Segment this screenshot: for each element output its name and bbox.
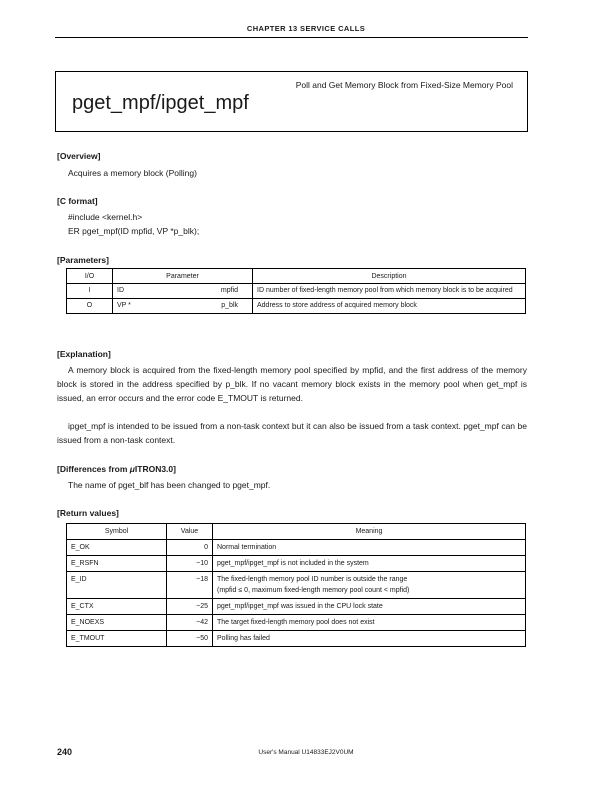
table-row: [67, 540, 526, 556]
col-parameter: Parameter: [113, 269, 253, 284]
rv-value: 0: [167, 540, 213, 556]
rv-symbol: E_RSFN: [67, 556, 167, 572]
return-header-row: [67, 524, 526, 540]
rv-value: −50: [167, 631, 213, 647]
manual-id: User's Manual U14833EJ2V0UM: [258, 749, 354, 756]
rv-symbol: E_CTX: [67, 599, 167, 615]
page-number: 240: [57, 747, 73, 757]
param-type: VP *: [117, 302, 131, 309]
chapter-header: CHAPTER 13 SERVICE CALLS: [246, 24, 366, 33]
table-row: [67, 556, 526, 572]
table-row: [67, 572, 526, 599]
rv-value: −25: [167, 599, 213, 615]
param-type: ID: [117, 287, 124, 294]
rv-symbol: E_TMOUT: [67, 631, 167, 647]
col-meaning: Meaning: [213, 524, 526, 540]
rv-symbol: E_NOEXS: [67, 615, 167, 631]
table-row: [67, 615, 526, 631]
differences-heading: [57, 464, 176, 474]
explanation-heading: [Explanation]: [57, 349, 111, 359]
explanation-para-2: ipget_mpf is intended to be issued from a non-task context but it can also be issued from a task context. pget_mpf can be issued from a non-task context.: [57, 421, 527, 445]
c-format-heading: [C format]: [57, 196, 98, 206]
col-io: I/O: [67, 269, 113, 284]
parameters-heading: [Parameters]: [57, 255, 109, 265]
rv-value: −10: [167, 556, 213, 572]
param-desc: ID number of fixed-length memory pool from which memory block is to be acquired: [253, 284, 526, 299]
rv-meaning: pget_mpf/ipget_mpf is not included in the system: [213, 556, 526, 572]
rv-meaning-cell: [213, 572, 526, 599]
param-name: p_blk: [221, 302, 238, 309]
rv-meaning-detail: (mpfid ≤ 0, maximum fixed-length memory pool count < mpfid): [217, 587, 410, 594]
rv-meaning: Normal termination: [213, 540, 526, 556]
explanation-para-1: A memory block is acquired from the fixed-length memory pool specified by mpfid, and the first address of the memory block is stored in the address specified by p_blk. If no vacant memory block exists in the memory pool when get_mpf is issued, an error occurs and the error code E_TMOUT is returned.: [57, 365, 527, 403]
differences-heading-prefix: [Differences from: [57, 464, 130, 474]
c-format-include: #include <kernel.h>: [68, 212, 143, 222]
service-call-summary: Poll and Get Memory Block from Fixed-Size Memory Pool: [295, 80, 513, 90]
table-row: [67, 631, 526, 647]
title-box: [55, 71, 528, 132]
param-desc: Address to store address of acquired memory block: [253, 299, 526, 314]
differences-heading-suffix: ITRON3.0]: [134, 464, 176, 474]
rv-meaning: Polling has failed: [213, 631, 526, 647]
parameters-table: [66, 268, 526, 314]
explanation-body: [57, 363, 527, 405]
rv-meaning: pget_mpf/ipget_mpf was issued in the CPU lock state: [213, 599, 526, 615]
col-value: Value: [167, 524, 213, 540]
param-io: I: [67, 284, 113, 299]
overview-text: Acquires a memory block (Polling): [68, 168, 197, 178]
col-description: Description: [253, 269, 526, 284]
table-row: [67, 299, 526, 314]
table-row: [67, 599, 526, 615]
rv-symbol: E_ID: [67, 572, 167, 599]
param-io: O: [67, 299, 113, 314]
service-call-name: pget_mpf/ipget_mpf: [72, 92, 249, 114]
param-cell: [113, 299, 253, 314]
differences-heading-mu: μ: [129, 464, 135, 474]
rv-value: −18: [167, 572, 213, 599]
c-format-prototype: ER pget_mpf(ID mpfid, VP *p_blk);: [68, 226, 200, 236]
explanation-body-2: [57, 419, 527, 447]
return-values-table: [66, 523, 526, 647]
rv-meaning: The fixed-length memory pool ID number is outside the range: [217, 576, 408, 583]
rv-value: −42: [167, 615, 213, 631]
col-symbol: Symbol: [67, 524, 167, 540]
param-cell: [113, 284, 253, 299]
rv-meaning: The target fixed-length memory pool does not exist: [213, 615, 526, 631]
differences-text: The name of pget_blf has been changed to pget_mpf.: [68, 480, 271, 490]
return-values-heading: [Return values]: [57, 508, 119, 518]
header-rule: [55, 37, 528, 38]
parameters-header-row: [67, 269, 526, 284]
rv-symbol: E_OK: [67, 540, 167, 556]
overview-heading: [Overview]: [57, 151, 101, 161]
table-row: [67, 284, 526, 299]
param-name: mpfid: [220, 287, 238, 294]
